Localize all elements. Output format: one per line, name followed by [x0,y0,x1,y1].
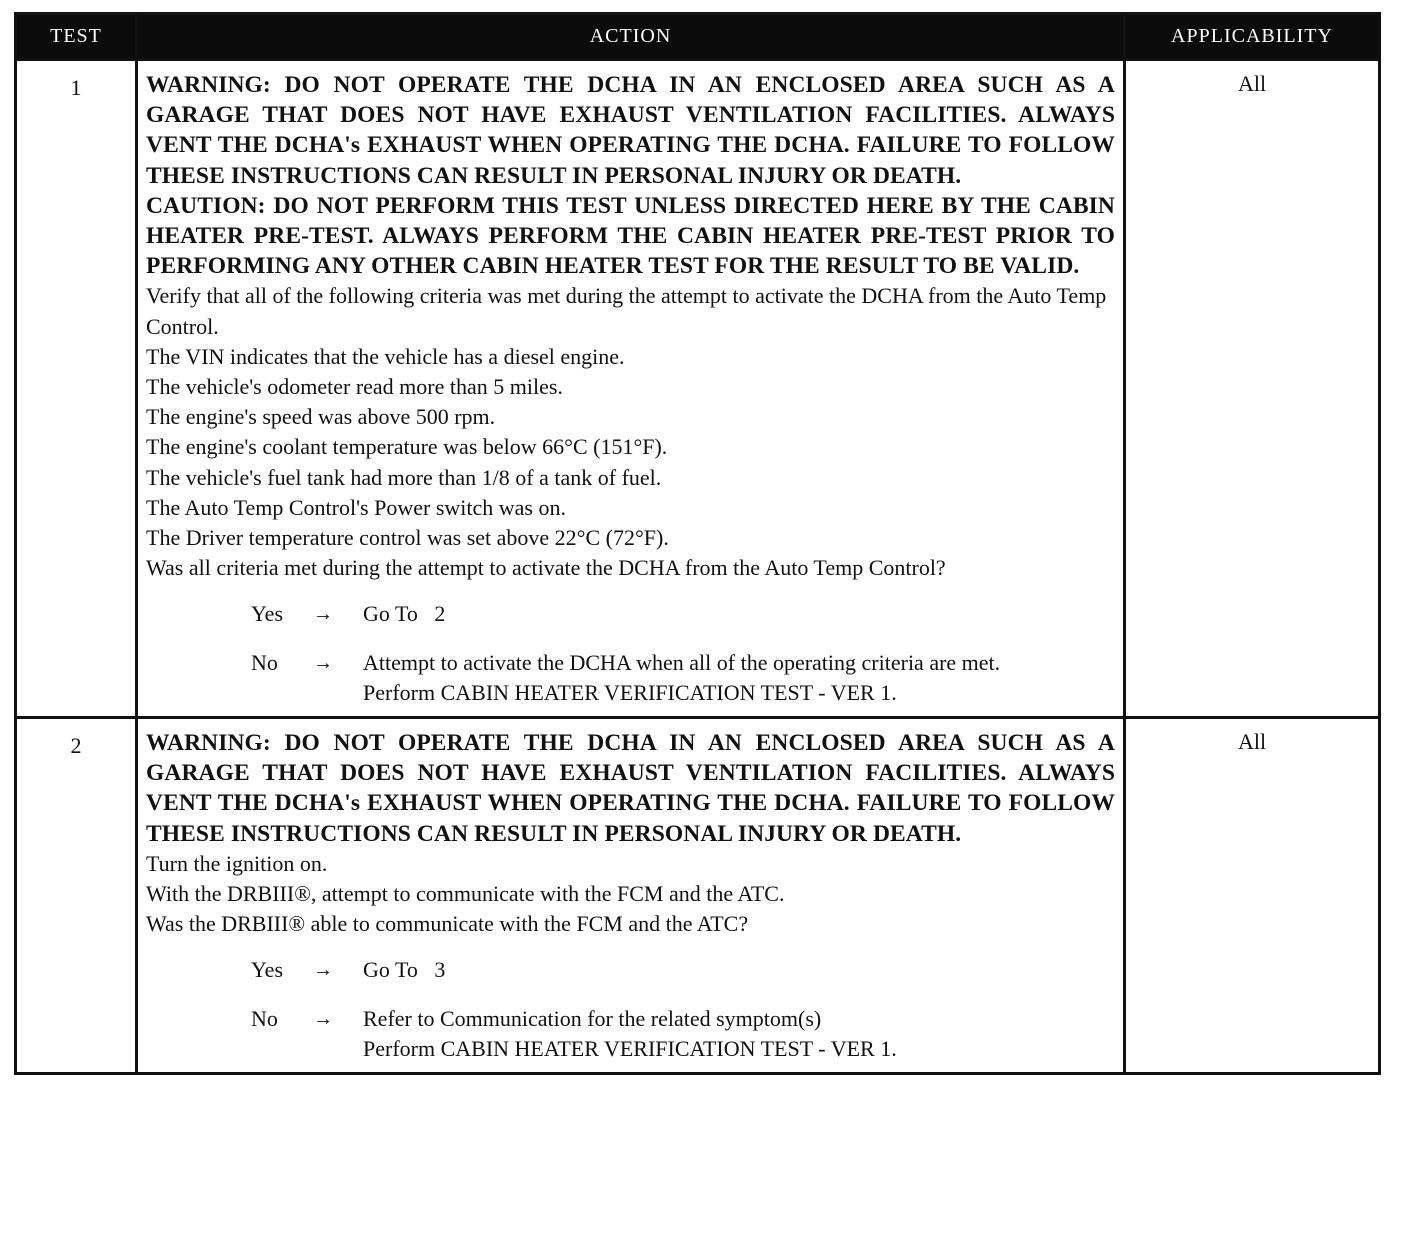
outcome-label: Yes [251,957,284,983]
outcome-result [363,599,1115,629]
result-line: Go To 3 [363,957,446,983]
step-text: The engine's coolant temperature was below 66°C (151°F). [146,434,668,460]
outcome-result [363,648,1115,708]
arrow-right-icon: → [313,959,333,982]
action-cell [137,60,1125,718]
applicability-value: All [1125,718,1380,1074]
table-row [16,60,1380,718]
arrow-right-icon: → [313,651,333,674]
step-text: The VIN indicates that the vehicle has a diesel engine. [146,343,625,369]
step-text: With the DRBIII®, attempt to communicate with the FCM and the ATC. [146,881,785,907]
action-cell [137,718,1125,1074]
result-line: Attempt to activate the DCHA when all of the operating criteria are met. [363,649,1001,675]
outcome-yes [146,599,1115,629]
step-text: The vehicle's odometer read more than 5 miles. [146,374,563,400]
step-text: Turn the ignition on. [146,850,328,876]
outcomes [146,955,1115,1064]
step-text: Verify that all of the following criteria was met during the attempt to activate the DCHA from the Auto Temp Control. [146,283,1107,339]
step-text: The engine's speed was above 500 rpm. [146,404,496,430]
outcome-no [146,1004,1115,1064]
step-text: The vehicle's fuel tank had more than 1/8 of a tank of fuel. [146,464,662,490]
question-text: Was all criteria met during the attempt to activate the DCHA from the Auto Temp Control? [146,555,946,581]
outcome-yes [146,955,1115,985]
outcome-result [363,1004,1115,1064]
header-row [16,14,1380,60]
outcome-no [146,648,1115,708]
result-line: Go To 2 [363,601,446,627]
warning-text: WARNING: DO NOT OPERATE THE DCHA IN AN ENCLOSED AREA SUCH AS A GARAGE THAT DOES NOT HAVE EXHAUST VENTILATION FACILITIES. ALWAYS VENT THE DCHA's EXHAUST WHEN OPERATING THE DCHA. FAILURE TO FOLLOW THESE INSTRUCTIONS CAN RESULT IN PERSONAL INJURY OR DEATH. [146,730,1115,847]
outcome-label: Yes [251,601,284,627]
step-text: The Auto Temp Control's Power switch was on. [146,494,566,520]
applicability-value: All [1125,60,1380,718]
header-test: TEST [16,14,137,60]
arrow-right-icon: → [313,603,333,626]
outcome-label: No [251,1005,278,1031]
result-line: Perform CABIN HEATER VERIFICATION TEST - VER 1. [363,679,897,705]
outcome-label: No [251,649,278,675]
step-text: The Driver temperature control was set above 22°C (72°F). [146,525,669,551]
test-procedure-table [14,12,1381,1075]
table-row [16,718,1380,1074]
question-text: Was the DRBIII® able to communicate with the FCM and the ATC? [146,911,749,937]
test-number: 2 [16,718,137,1074]
result-line: Perform CABIN HEATER VERIFICATION TEST - VER 1. [363,1035,897,1061]
header-applicability: APPLICABILITY [1125,14,1380,60]
result-line: Refer to Communication for the related symptom(s) [363,1005,822,1031]
caution-text: CAUTION: DO NOT PERFORM THIS TEST UNLESS DIRECTED HERE BY THE CABIN HEATER PRE-TEST. ALWAYS PERFORM THE CABIN HEATER PRE-TEST PRIOR TO PERFORMING ANY OTHER CABIN HEATER TEST FOR THE RESULT TO BE VALID. [146,192,1115,280]
warning-text: WARNING: DO NOT OPERATE THE DCHA IN AN ENCLOSED AREA SUCH AS A GARAGE THAT DOES NOT HAVE EXHAUST VENTILATION FACILITIES. ALWAYS VENT THE DCHA's EXHAUST WHEN OPERATING THE DCHA. FAILURE TO FOLLOW THESE INSTRUCTIONS CAN RESULT IN PERSONAL INJURY OR DEATH. [146,72,1115,189]
header-action: ACTION [137,14,1125,60]
outcomes [146,599,1115,708]
outcome-result [363,955,1115,985]
test-number: 1 [16,60,137,718]
arrow-right-icon: → [313,1007,333,1030]
